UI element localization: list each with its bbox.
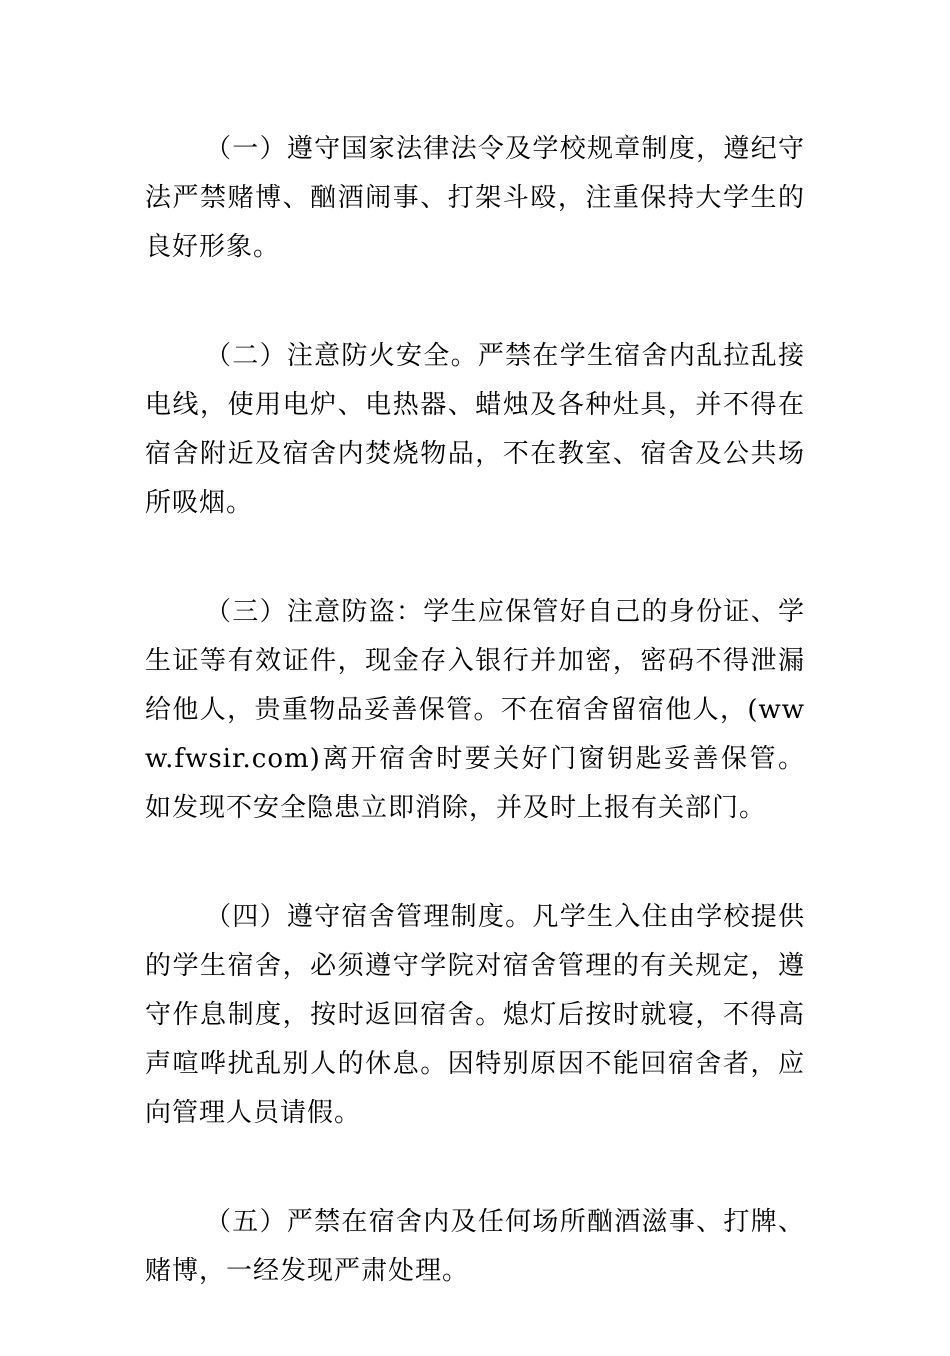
paragraph-4: （四）遵守宿舍管理制度。凡学生入住由学校提供的学生宿舍，必须遵守学院对宿舍管理的有关规定，遵守作息制度，按时返回宿舍。熄灯后按时就寝，不得高声喧哗扰乱别人的休息。因特别原因不能回宿舍者，应向管理人员请假。 [145, 902, 805, 1128]
paragraph-1: （一）遵守国家法律法令及学校规章制度，遵纪守法严禁赌博、酗酒闹事、打架斗殴，注重保持大学生的良好形象。 [145, 134, 805, 262]
paragraph-5: （五）严禁在宿舍内及任何场所酗酒滋事、打牌、赌博，一经发现严肃处理。 [145, 1207, 805, 1286]
paragraph-3: （三）注意防盗：学生应保管好自己的身份证、学生证等有效证件，现金存入银行并加密，密码不得泄漏给他人，贵重物品妥善保管。不在宿舍留宿他人，(www.fwsir.com)离开宿舍时要关好门窗钥匙妥善保管。如发现不安全隐患立即消除，并及时上报有关部门。 [145, 597, 805, 823]
paragraph-2: （二）注意防火安全。严禁在学生宿舍内乱拉乱接电线，使用电炉、电热器、蜡烛及各种灶具，并不得在宿舍附近及宿舍内焚烧物品，不在教室、宿舍及公共场所吸烟。 [145, 341, 805, 518]
document-body [145, 125, 805, 1356]
